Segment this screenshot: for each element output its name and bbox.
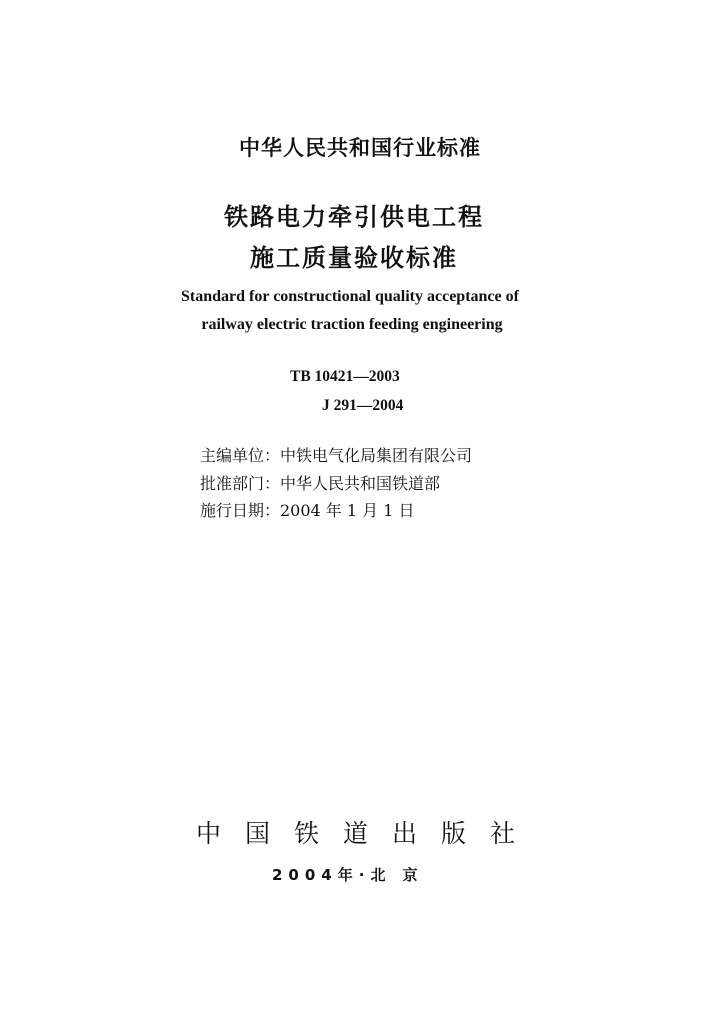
j-standard-code: J 291—2004 [322, 397, 404, 414]
publication-year-place: 2004年·北 京 [272, 866, 424, 884]
document-title-line-1: 铁路电力牵引供电工程 [224, 203, 484, 231]
approving-department: 批准部门：中华人民共和国铁道部 [200, 474, 441, 493]
publisher-name: 中国铁道出版社 [196, 819, 540, 848]
english-title-line-2: railway electric traction feeding engineering [201, 316, 503, 333]
english-title-line-1: Standard for constructional quality acceptance of [181, 288, 519, 305]
effective-date: 施行日期：2004 年 1 月 1 日 [200, 501, 415, 520]
industry-standard-label: 中华人民共和国行业标准 [239, 136, 481, 160]
document-title-line-2: 施工质量验收标准 [250, 244, 458, 272]
tb-standard-code: TB 10421—2003 [290, 368, 400, 385]
editor-unit: 主编单位：中铁电气化局集团有限公司 [200, 446, 473, 465]
